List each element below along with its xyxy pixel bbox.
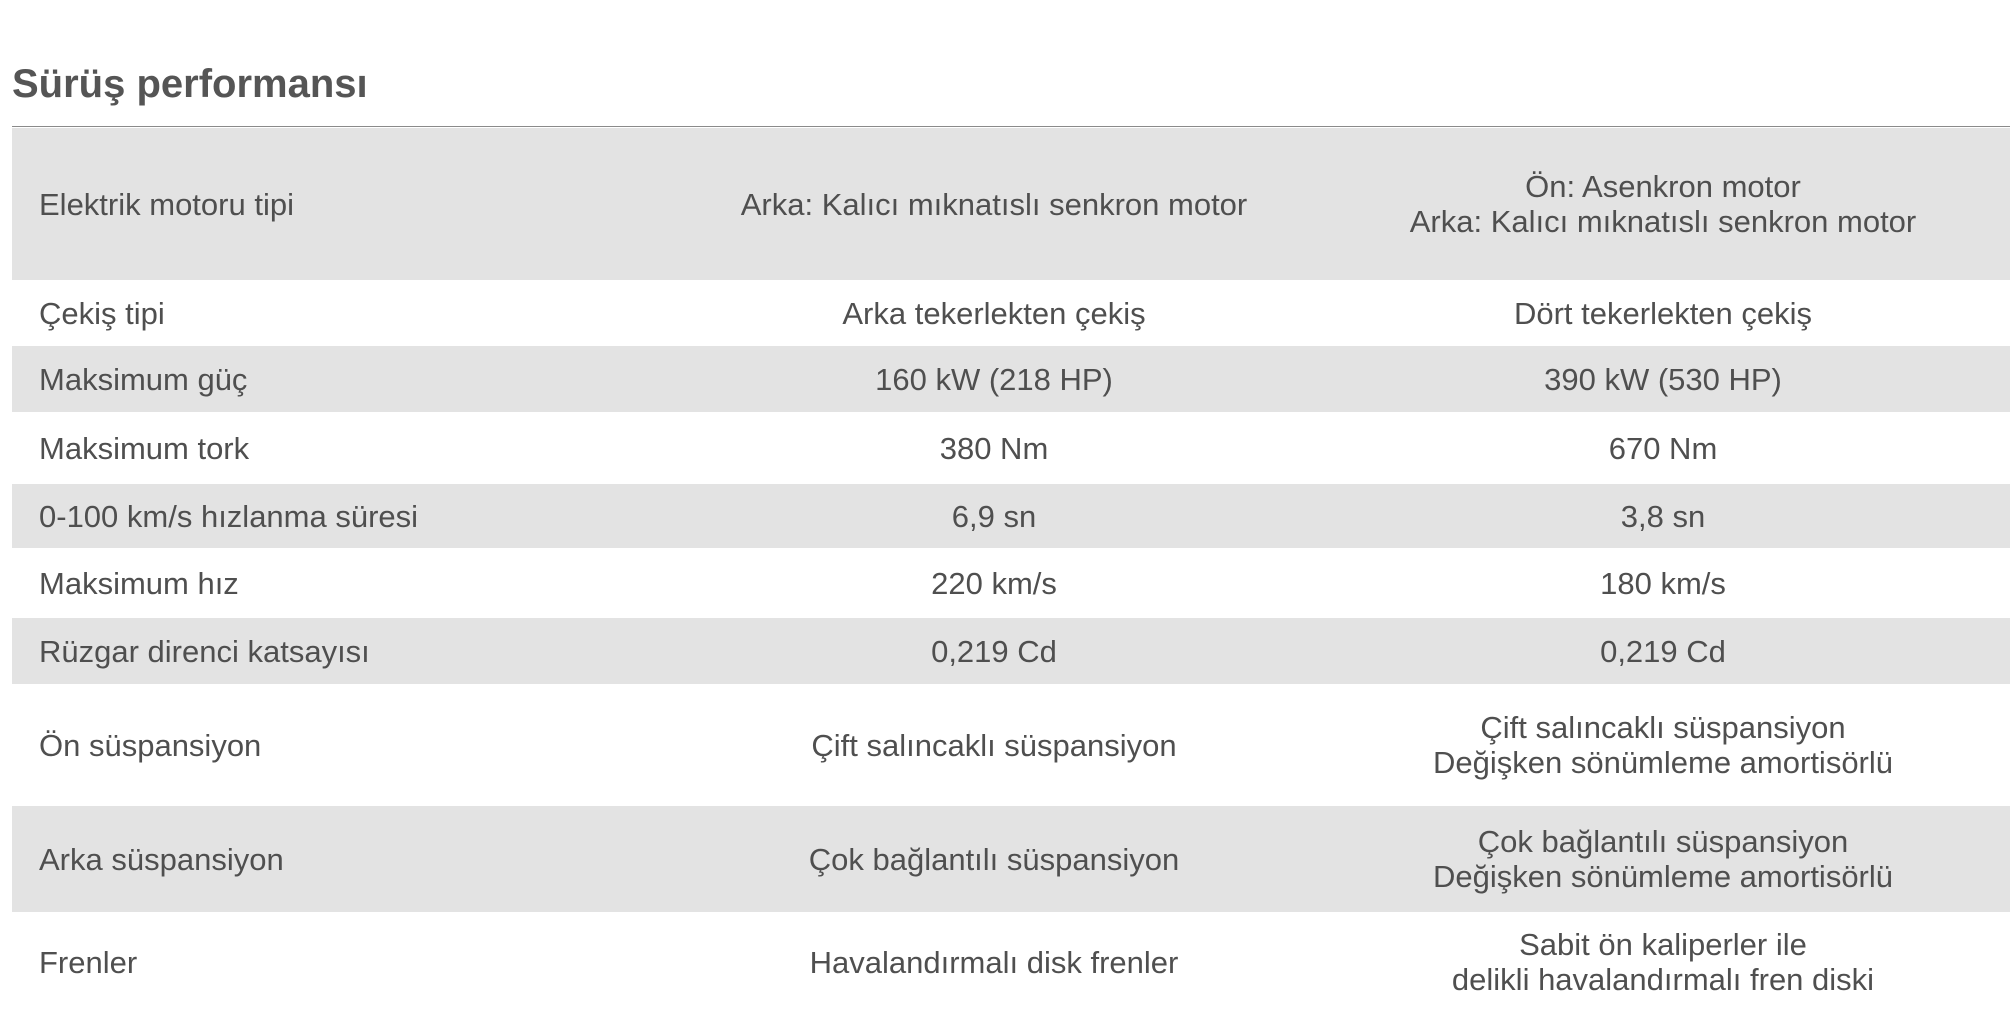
table-row <box>12 484 2010 548</box>
value-line: 6,9 sn <box>951 498 1037 534</box>
row-label: Maksimum hız <box>39 565 239 601</box>
table-row <box>12 128 2010 280</box>
value-line: Havalandırmalı disk frenler <box>809 944 1179 980</box>
value-line: 160 kW (218 HP) <box>875 361 1113 397</box>
value-line: 180 km/s <box>1600 565 1726 601</box>
value-cell <box>1316 128 2010 280</box>
value-cell <box>1316 806 2010 912</box>
value-cell <box>1316 346 2010 412</box>
value-line: 3,8 sn <box>1620 498 1706 534</box>
value-line: Arka: Kalıcı mıknatıslı senkron motor <box>1409 204 1917 239</box>
row-label: Maksimum güç <box>39 361 248 397</box>
row-label: Elektrik motoru tipi <box>39 186 294 222</box>
spec-table <box>12 128 2010 1012</box>
value-cell <box>1316 280 2010 346</box>
value-cell <box>672 548 1316 618</box>
row-label: Ön süspansiyon <box>39 727 262 763</box>
table-row <box>12 806 2010 912</box>
value-line: Değişken sönümleme amortisörlü <box>1432 859 1894 894</box>
value-cell <box>672 484 1316 548</box>
value-line: Sabit ön kaliperler ile <box>1519 927 1807 962</box>
value-line: 670 Nm <box>1608 430 1718 466</box>
value-cell <box>1316 618 2010 684</box>
value-line: 0,219 Cd <box>1600 633 1726 669</box>
value-line: Dört tekerlekten çekiş <box>1513 295 1813 331</box>
value-cell <box>672 280 1316 346</box>
value-cell <box>672 912 1316 1012</box>
row-label: Frenler <box>39 944 138 980</box>
table-row <box>12 280 2010 346</box>
table-row <box>12 912 2010 1012</box>
value-line: Arka tekerlekten çekiş <box>842 295 1146 331</box>
value-line: delikli havalandırmalı fren diski <box>1451 962 1875 997</box>
value-cell <box>672 412 1316 484</box>
value-line: 0,219 Cd <box>931 633 1057 669</box>
section-title: Sürüş performansı <box>12 62 368 106</box>
table-row <box>12 412 2010 484</box>
title-divider <box>12 126 2010 127</box>
row-label: 0-100 km/s hızlanma süresi <box>39 498 419 534</box>
value-line: Çok bağlantılı süspansiyon <box>808 841 1180 877</box>
value-cell <box>672 684 1316 806</box>
value-line: Arka: Kalıcı mıknatıslı senkron motor <box>740 186 1248 222</box>
row-label: Çekiş tipi <box>39 295 165 331</box>
value-line: Çok bağlantılı süspansiyon <box>1477 824 1849 859</box>
value-cell <box>672 618 1316 684</box>
value-cell <box>672 346 1316 412</box>
table-row <box>12 548 2010 618</box>
value-line: 220 km/s <box>931 565 1057 601</box>
table-row <box>12 618 2010 684</box>
value-line: Çift salıncaklı süspansiyon <box>811 727 1177 763</box>
value-cell <box>1316 912 2010 1012</box>
value-line: 380 Nm <box>939 430 1049 466</box>
value-cell <box>1316 412 2010 484</box>
table-row <box>12 346 2010 412</box>
value-line: Değişken sönümleme amortisörlü <box>1432 745 1894 780</box>
row-label: Maksimum tork <box>39 430 250 466</box>
value-line: Çift salıncaklı süspansiyon <box>1480 710 1846 745</box>
value-line: 390 kW (530 HP) <box>1544 361 1782 397</box>
value-line: Ön: Asenkron motor <box>1525 169 1801 204</box>
value-cell <box>1316 484 2010 548</box>
value-cell <box>1316 548 2010 618</box>
table-row <box>12 684 2010 806</box>
value-cell <box>1316 684 2010 806</box>
value-cell <box>672 128 1316 280</box>
row-label: Rüzgar direnci katsayısı <box>39 633 370 669</box>
value-cell <box>672 806 1316 912</box>
row-label: Arka süspansiyon <box>39 841 284 877</box>
